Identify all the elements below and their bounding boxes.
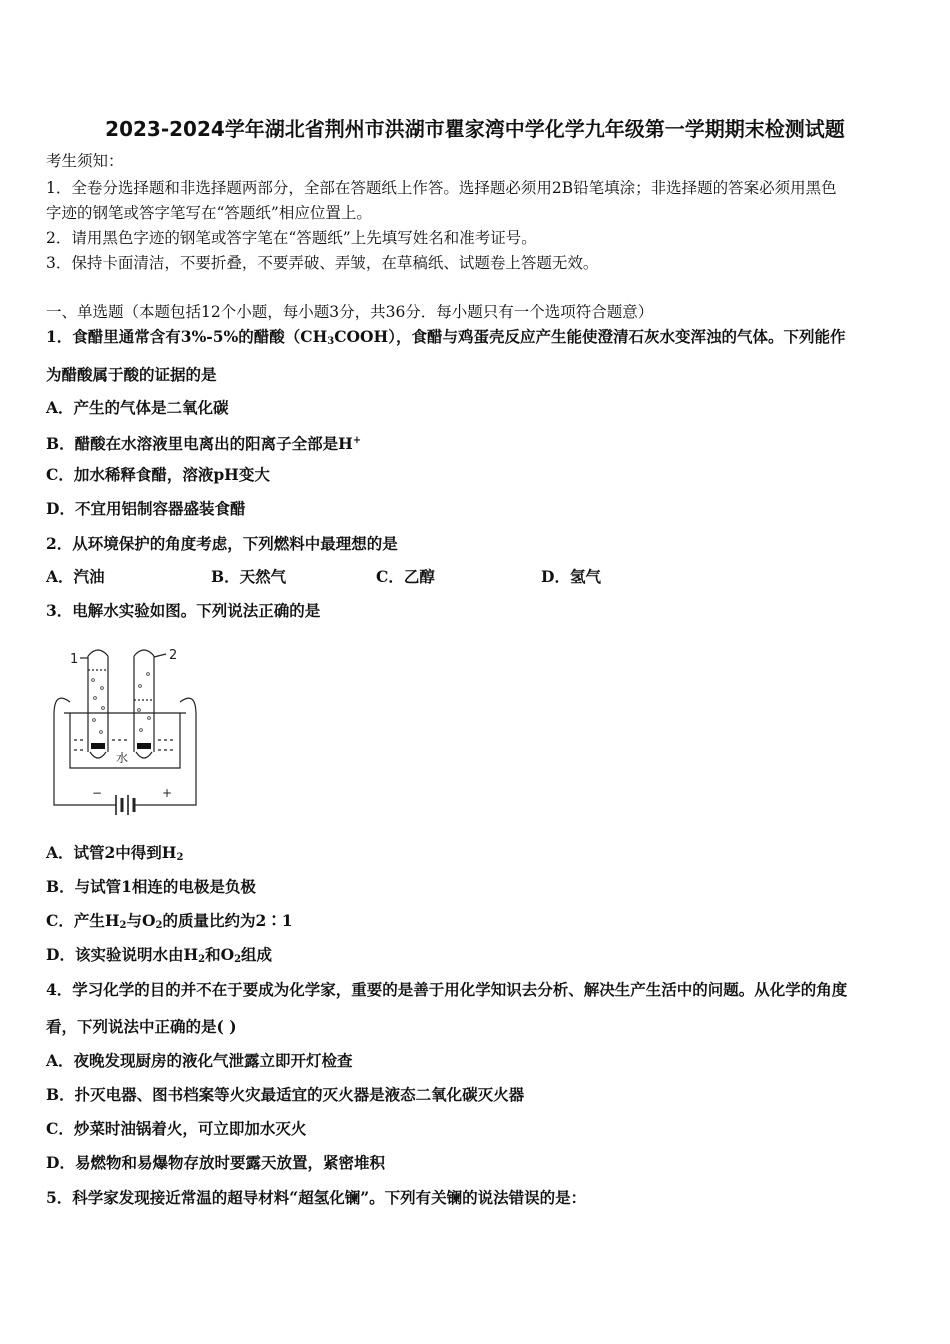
q1-stem-line1: 1．食醋里通常含有3%-5%的醋酸$(CH_3COOH)$，食醋与鸡蛋壳反应产生能使澄清石灰水变浑浊的气体。下列能作 [46, 327, 846, 347]
notice-item-3: 3．保持卡面清洁，不要折叠，不要弄破、弄皱，在草稿纸、试题卷上答题无效。 [46, 254, 599, 272]
water-label: 水 [116, 751, 129, 765]
tube-2-label: 2 [169, 648, 178, 663]
notice-item-1b: 字迹的钢笔或答字笔写在“答题纸”相应位置上。 [46, 204, 372, 222]
q4-option-b: B．扑灭电器、图书档案等火灾最适宜的灭火器是液态二氧化碳灭火器 [46, 1085, 525, 1104]
q1-stem-line2: 为醋酸属于酸的证据的是 [46, 365, 217, 384]
q2-stem: 2．从环境保护的角度考虑，下列燃料中最理想的是 [46, 534, 398, 553]
q1-option-a: A．产生的气体是二氧化碳 [46, 398, 229, 417]
q3-stem: 3．电解水实验如图。下列说法正确的是 [46, 601, 321, 620]
negative-terminal-label: − [92, 786, 103, 800]
q2-option-c: C．乙醇 [376, 567, 435, 586]
notice-heading: 考生须知： [46, 152, 124, 170]
tube-1-label: 1 [70, 652, 79, 667]
q1-option-b: B．醋酸在水溶液里电离出的阳离子全部是H+ [46, 434, 362, 453]
page-title: 2023-2024学年湖北省荆州市洪湖市瞿家湾中学化学九年级第一学期期末检测试题 [105, 117, 845, 141]
q5-stem: 5．科学家发现接近常温的超导材料“超氢化镧”。下列有关镧的说法错误的是： [46, 1188, 587, 1207]
notice-item-1a: 1．全卷分选择题和非选择题两部分，全部在答题纸上作答。选择题必须用2B铅笔填涂；非选择题的答案必须用黑色 [46, 179, 837, 197]
q2-option-d: D．氢气 [541, 567, 601, 586]
q2-option-a: A．汽油 [46, 567, 105, 586]
q3-option-c: C．产生$H_2$与$O_2$的质量比约为2∶1 [46, 911, 293, 931]
q4-option-d: D．易燃物和易爆物存放时要露天放置，紧密堆积 [46, 1153, 385, 1172]
q1-option-c: C．加水稀释食醋，溶液pH变大 [46, 465, 270, 484]
q1-option-d: D．不宜用铝制容器盛装食醋 [46, 499, 246, 518]
q4-stem-line2: 看，下列说法中正确的是( ) [46, 1017, 237, 1036]
q3-option-d: D．该实验说明水由$H_2$和$O_2$组成 [46, 945, 273, 965]
section-heading: 一、单选题（本题包括12个小题，每小题3分，共36分．每小题只有一个选项符合题意） [46, 303, 654, 321]
q2-option-b: B．天然气 [211, 567, 287, 586]
electrolysis-diagram [50, 640, 200, 825]
q3-option-a: A．试管2中得到$H_2$ [46, 843, 184, 863]
notice-item-2: 2．请用黑色字迹的钢笔或答字笔在“答题纸”上先填写姓名和准考证号。 [46, 229, 537, 247]
positive-terminal-label: + [162, 786, 173, 800]
q4-option-c: C．炒菜时油锅着火，可立即加水灭火 [46, 1119, 307, 1138]
q4-stem-line1: 4．学习化学的目的并不在于要成为化学家，重要的是善于用化学知识去分析、解决生产生活中的问题。从化学的角度 [46, 980, 848, 999]
q3-option-b: B．与试管1相连的电极是负极 [46, 877, 256, 896]
q4-option-a: A．夜晚发现厨房的液化气泄露立即开灯检查 [46, 1051, 353, 1070]
